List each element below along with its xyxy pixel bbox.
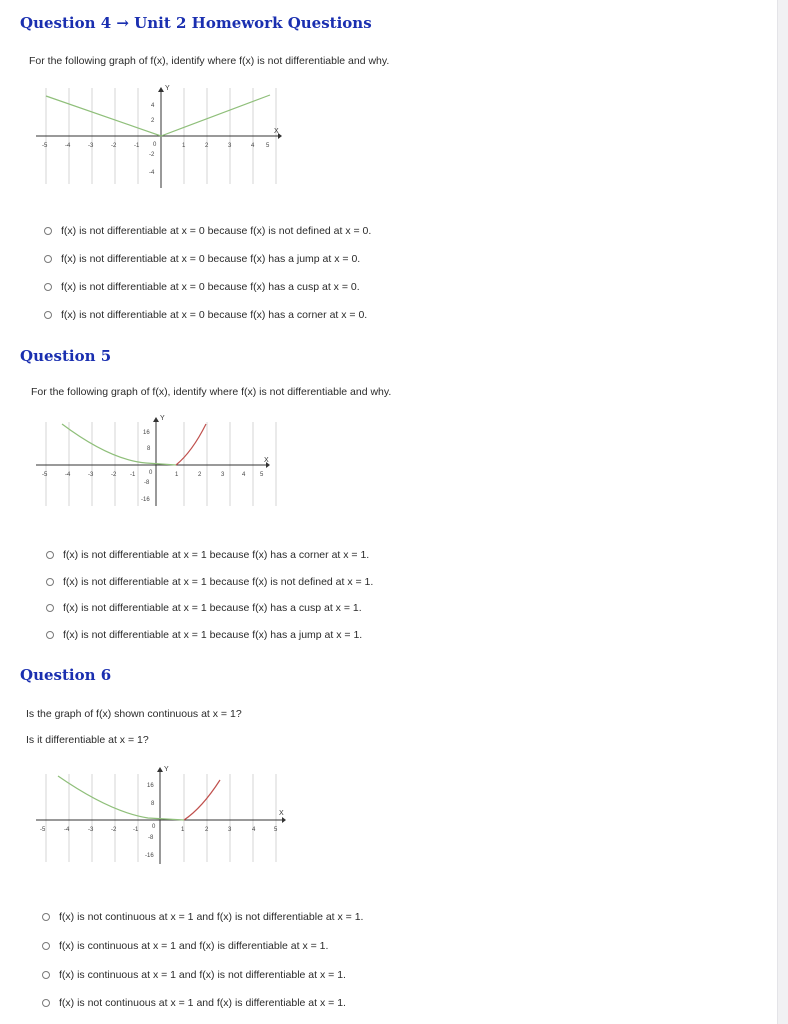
question-5-option[interactable]: [46, 629, 362, 641]
y-tick-label: 16: [147, 783, 154, 789]
x-tick-label: 0: [149, 470, 153, 476]
x-tick-label: 4: [252, 827, 256, 833]
x-tick-label: 4: [251, 143, 255, 149]
y-tick-labels: [145, 783, 155, 859]
x-tick-labels: [42, 470, 264, 478]
x-axis-arrow: [282, 817, 286, 823]
y-tick-label: 8: [151, 801, 155, 807]
x-tick-label: -4: [65, 472, 71, 478]
right-curve: [176, 424, 206, 465]
x-tick-label: -2: [111, 143, 117, 149]
y-tick-label: -4: [149, 170, 155, 176]
y-axis-arrow: [153, 417, 159, 422]
y-axis-label: Y: [160, 415, 165, 422]
x-tick-label: -5: [42, 143, 48, 149]
question-4-option[interactable]: [44, 253, 360, 265]
x-axis-label: X: [274, 128, 279, 135]
left-curve: [62, 424, 176, 465]
radio-button[interactable]: [44, 311, 52, 319]
x-tick-label: -1: [130, 472, 136, 478]
question-5-graph: [30, 410, 290, 510]
question-6-option[interactable]: [42, 940, 328, 952]
x-tick-label: 0: [153, 142, 157, 148]
left-curve: [58, 776, 184, 820]
question-6-title: Question 6: [20, 666, 112, 684]
option-label: f(x) is continuous at x = 1 and f(x) is differentiable at x = 1.: [59, 940, 329, 952]
radio-button[interactable]: [44, 283, 52, 291]
x-tick-label: 1: [181, 827, 185, 833]
question-4-option[interactable]: [44, 309, 367, 321]
x-tick-label: 5: [260, 472, 264, 478]
y-tick-label: 2: [151, 118, 155, 124]
radio-button[interactable]: [46, 578, 54, 586]
x-tick-label: -2: [111, 472, 117, 478]
x-axis-label: X: [279, 810, 284, 817]
y-tick-label: 4: [151, 103, 155, 109]
y-axis-arrow: [158, 87, 164, 92]
x-tick-label: 0: [152, 824, 156, 830]
question-5-option[interactable]: [46, 576, 373, 588]
radio-button[interactable]: [46, 604, 54, 612]
x-tick-label: 3: [221, 472, 225, 478]
option-label: f(x) is not continuous at x = 1 and f(x) is not differentiable at x = 1.: [59, 911, 364, 923]
x-tick-label: 2: [205, 143, 209, 149]
x-tick-label: -4: [65, 143, 71, 149]
option-label: f(x) is not continuous at x = 1 and f(x) is differentiable at x = 1.: [59, 997, 346, 1009]
question-6-option[interactable]: [42, 969, 346, 981]
x-tick-label: 2: [198, 472, 202, 478]
option-label: f(x) is not differentiable at x = 1 because f(x) is not defined at x = 1.: [63, 576, 374, 588]
y-tick-label: 8: [147, 446, 151, 452]
radio-button[interactable]: [42, 942, 50, 950]
x-tick-label: -1: [134, 143, 140, 149]
y-axis-label: Y: [165, 85, 170, 92]
y-tick-label: -8: [148, 835, 154, 841]
x-tick-label: -5: [42, 472, 48, 478]
right-curve: [184, 780, 220, 820]
y-axis-label: Y: [164, 766, 169, 773]
question-6-option[interactable]: [42, 997, 346, 1009]
option-label: f(x) is continuous at x = 1 and f(x) is not differentiable at x = 1.: [59, 969, 346, 981]
question-5-prompt: For the following graph of f(x), identify where f(x) is not differentiable and why.: [31, 386, 392, 398]
option-label: f(x) is not differentiable at x = 1 because f(x) has a cusp at x = 1.: [63, 602, 362, 614]
x-tick-label: 5: [266, 143, 270, 149]
question-4-prompt: For the following graph of f(x), identify where f(x) is not differentiable and why.: [29, 55, 390, 67]
x-tick-label: 1: [182, 143, 186, 149]
x-tick-label: -3: [88, 472, 94, 478]
graph-grid: [46, 774, 276, 862]
question-6-graph: [30, 760, 295, 870]
y-tick-label: -16: [145, 853, 154, 859]
x-tick-label: -3: [88, 143, 94, 149]
question-5-title: Question 5: [20, 347, 112, 365]
question-4-option[interactable]: [44, 281, 360, 293]
question-5-option[interactable]: [46, 549, 369, 561]
radio-button[interactable]: [44, 227, 52, 235]
radio-button[interactable]: [44, 255, 52, 263]
radio-button[interactable]: [42, 971, 50, 979]
question-4-title: Question 4 → Unit 2 Homework Questions: [20, 14, 372, 32]
x-tick-labels: [40, 824, 278, 833]
question-6-prompt-differentiable: Is it differentiable at x = 1?: [26, 734, 149, 746]
x-tick-label: -5: [40, 827, 46, 833]
x-tick-label: -3: [88, 827, 94, 833]
x-tick-label: 3: [228, 143, 232, 149]
scrollbar[interactable]: [777, 0, 788, 1024]
x-tick-labels: [42, 142, 270, 149]
x-tick-label: -4: [64, 827, 70, 833]
option-label: f(x) is not differentiable at x = 0 because f(x) has a jump at x = 0.: [61, 253, 361, 265]
radio-button[interactable]: [46, 631, 54, 639]
option-label: f(x) is not differentiable at x = 1 because f(x) has a jump at x = 1.: [63, 629, 363, 641]
x-tick-label: 5: [274, 827, 278, 833]
x-tick-label: -1: [133, 827, 139, 833]
radio-button[interactable]: [42, 913, 50, 921]
y-tick-labels: [141, 430, 151, 503]
question-6-prompt-continuous: Is the graph of f(x) shown continuous at x = 1?: [26, 708, 242, 720]
x-tick-label: 1: [175, 472, 179, 478]
question-4-option[interactable]: [44, 225, 371, 237]
radio-button[interactable]: [46, 551, 54, 559]
option-label: f(x) is not differentiable at x = 0 because f(x) is not defined at x = 0.: [61, 225, 372, 237]
y-tick-labels: [149, 103, 155, 176]
option-label: f(x) is not differentiable at x = 0 because f(x) has a cusp at x = 0.: [61, 281, 360, 293]
question-6-option[interactable]: [42, 911, 363, 923]
question-5-option[interactable]: [46, 602, 362, 614]
x-tick-label: -2: [111, 827, 117, 833]
option-label: f(x) is not differentiable at x = 1 because f(x) has a corner at x = 1.: [63, 549, 370, 561]
x-tick-label: 3: [228, 827, 232, 833]
question-4-graph: [30, 80, 290, 190]
y-tick-label: -8: [144, 480, 150, 486]
y-axis-arrow: [157, 767, 163, 772]
option-label: f(x) is not differentiable at x = 0 because f(x) has a corner at x = 0.: [61, 309, 368, 321]
y-tick-label: 16: [143, 430, 150, 436]
function-curve: [46, 95, 270, 136]
y-tick-label: -2: [149, 152, 155, 158]
y-tick-label: -16: [141, 497, 150, 503]
x-axis-label: X: [264, 457, 269, 464]
x-tick-label: 4: [242, 472, 246, 478]
radio-button[interactable]: [42, 999, 50, 1007]
x-tick-label: 2: [205, 827, 209, 833]
